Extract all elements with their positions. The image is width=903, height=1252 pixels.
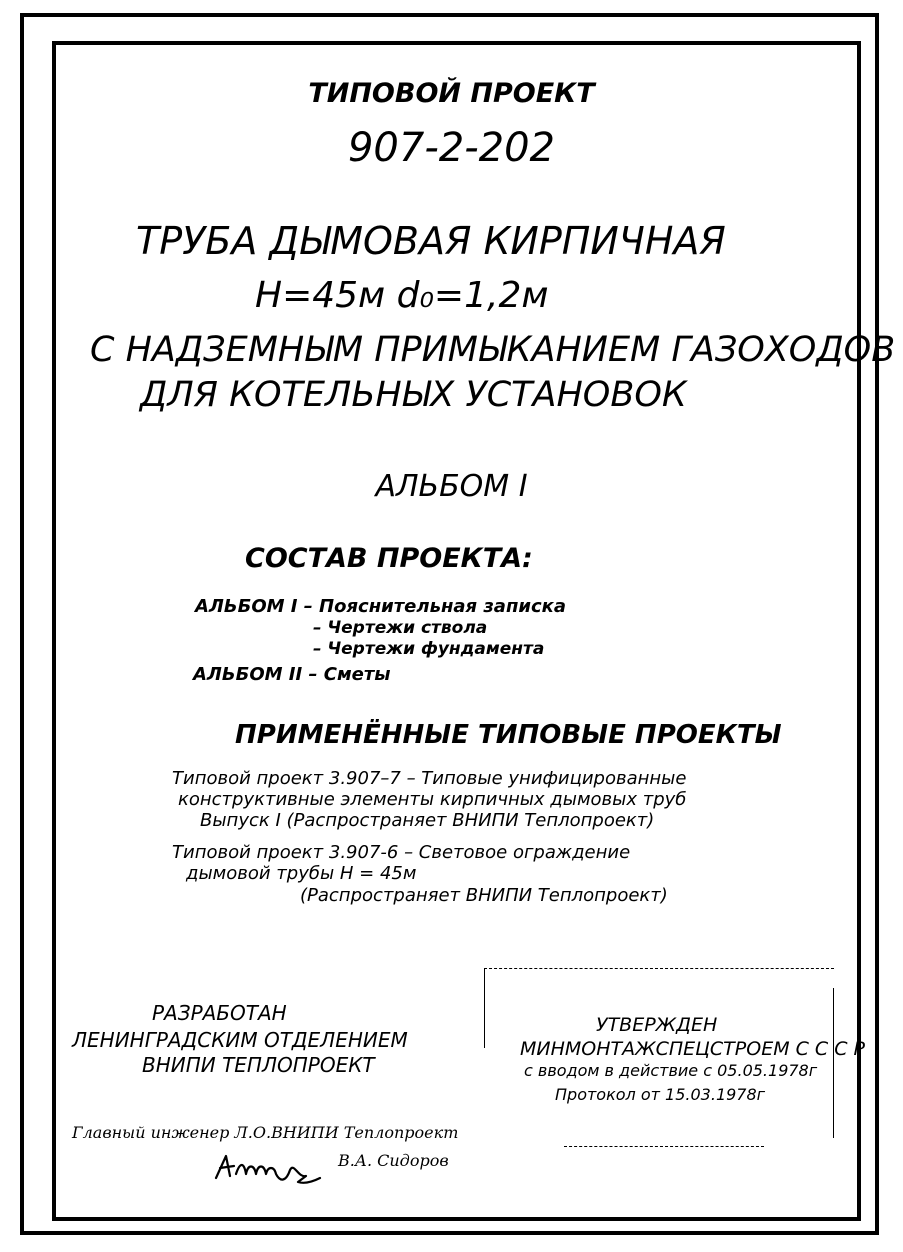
title-line-3: С НАДЗЕМНЫМ ПРИМЫКАНИЕМ ГАЗОХОДОВ <box>90 330 896 370</box>
composition-item: – Чертежи фундамента <box>313 639 545 659</box>
approved-line-1: УТВЕРЖДЕН <box>596 1014 718 1036</box>
applied-line: конструктивные элементы кирпичных дымовых труб <box>178 789 687 810</box>
applied-line: Выпуск I (Распространяет ВНИПИ Теплопроект) <box>200 810 655 831</box>
applied-line: (Распространяет ВНИПИ Теплопроект) <box>300 885 668 906</box>
applied-line: Типовой проект 3.907–7 – Типовые унифицированные <box>172 768 687 789</box>
applied-line: Типовой проект 3.907-6 – Световое ограждение <box>172 842 631 863</box>
title-line-2: H=45м d₀=1,2м <box>255 275 549 316</box>
project-number: 907-2-202 <box>347 125 555 171</box>
approved-line-3: с вводом в действие с 05.05.1978г <box>524 1061 818 1080</box>
composition-item: – Чертежи ствола <box>313 618 488 638</box>
composition-item: АЛЬБОМ II – Сметы <box>193 664 391 685</box>
album-number: АЛЬБОМ I <box>375 469 528 504</box>
composition-heading: СОСТАВ ПРОЕКТА: <box>245 543 533 574</box>
applied-heading: ПРИМЕНЁННЫЕ ТИПОВЫЕ ПРОЕКТЫ <box>235 720 782 750</box>
title-line-4: ДЛЯ КОТЕЛЬНЫХ УСТАНОВОК <box>140 375 687 415</box>
composition-item: АЛЬБОМ I – Пояснительная записка <box>195 596 567 617</box>
title-line-1: ТРУБА ДЫМОВАЯ КИРПИЧНАЯ <box>136 219 726 263</box>
developed-line-1: РАЗРАБОТАН <box>152 1001 287 1025</box>
approved-line-4: Протокол от 15.03.1978г <box>555 1085 766 1104</box>
signature <box>212 1148 324 1188</box>
developed-line-2: ЛЕНИНГРАДСКИМ ОТДЕЛЕНИЕМ <box>72 1028 408 1052</box>
developed-line-3: ВНИПИ ТЕПЛОПРОЕКТ <box>142 1053 375 1077</box>
doc-type: ТИПОВОЙ ПРОЕКТ <box>308 78 595 109</box>
chief-engineer-title: Главный инженер Л.О.ВНИПИ Теплопроект <box>72 1123 459 1142</box>
chief-engineer-name: В.А. Сидоров <box>338 1151 449 1170</box>
approved-line-2: МИНМОНТАЖСПЕЦСТРОЕМ С С С Р <box>520 1038 866 1060</box>
applied-line: дымовой трубы H = 45м <box>186 863 417 884</box>
